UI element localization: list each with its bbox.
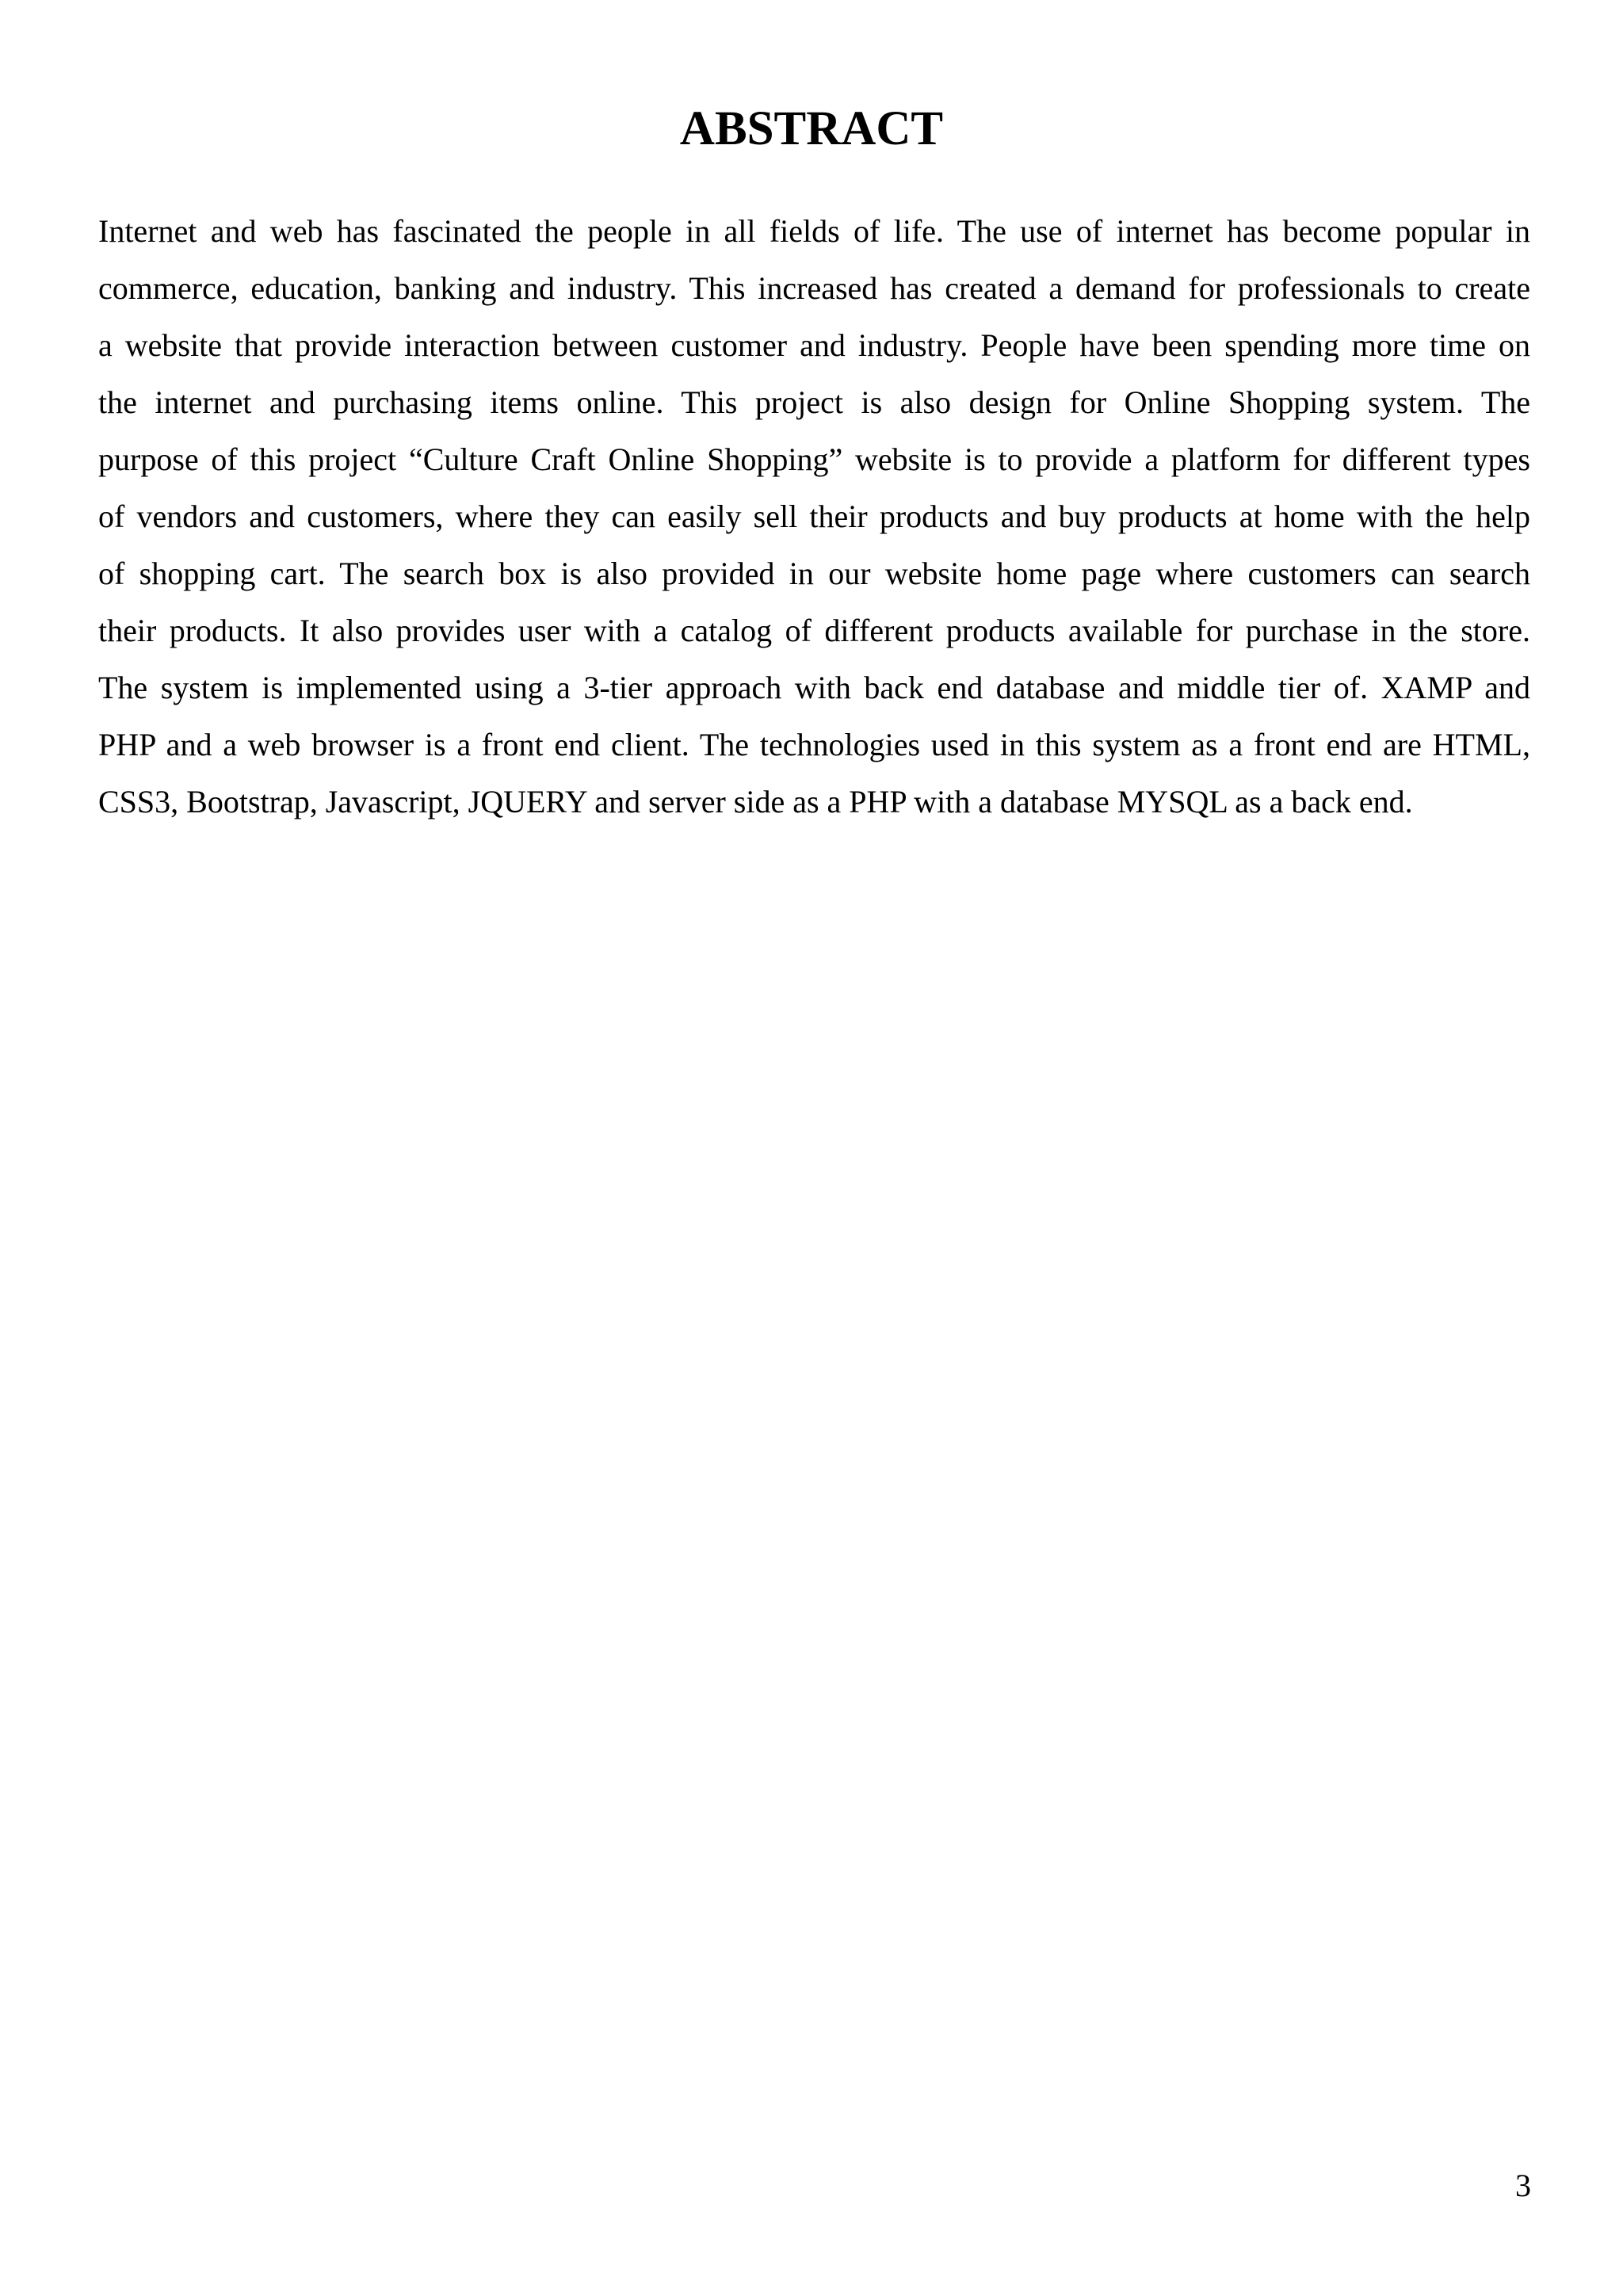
paragraph-line: Internet and web has fascinated the people in all fields of life. The use of internet has become popular in xyxy=(98,213,1530,249)
paragraph-line: the internet and purchasing items online. This project is also design for Online Shopping system. The xyxy=(98,384,1530,420)
paragraph-line: their products. It also provides user with a catalog of different products available for purchase in the store. xyxy=(98,613,1530,648)
paragraph-line-last: CSS3, Bootstrap, Javascript, JQUERY and server side as a PHP with a database MYSQL as a back end. xyxy=(98,784,1413,819)
abstract-paragraph xyxy=(98,203,1530,831)
paragraph-line: of vendors and customers, where they can easily sell their products and buy products at home with the help xyxy=(98,499,1530,534)
paragraph-line: purpose of this project “Culture Craft Online Shopping” website is to provide a platform for different types xyxy=(98,441,1530,477)
paragraph-line: The system is implemented using a 3-tier approach with back end database and middle tier of. XAMP and xyxy=(98,670,1530,705)
paragraph-line: PHP and a web browser is a front end client. The technologies used in this system as a front end are HTML, xyxy=(98,727,1530,762)
paragraph-line: of shopping cart. The search box is also provided in our website home page where customers can search xyxy=(98,556,1530,591)
paragraph-line: a website that provide interaction between customer and industry. People have been spending more time on xyxy=(98,327,1530,363)
paragraph-line: commerce, education, banking and industry. This increased has created a demand for professionals to create xyxy=(98,270,1530,306)
page-title: ABSTRACT xyxy=(679,102,944,155)
page-number: 3 xyxy=(1515,2168,1531,2203)
